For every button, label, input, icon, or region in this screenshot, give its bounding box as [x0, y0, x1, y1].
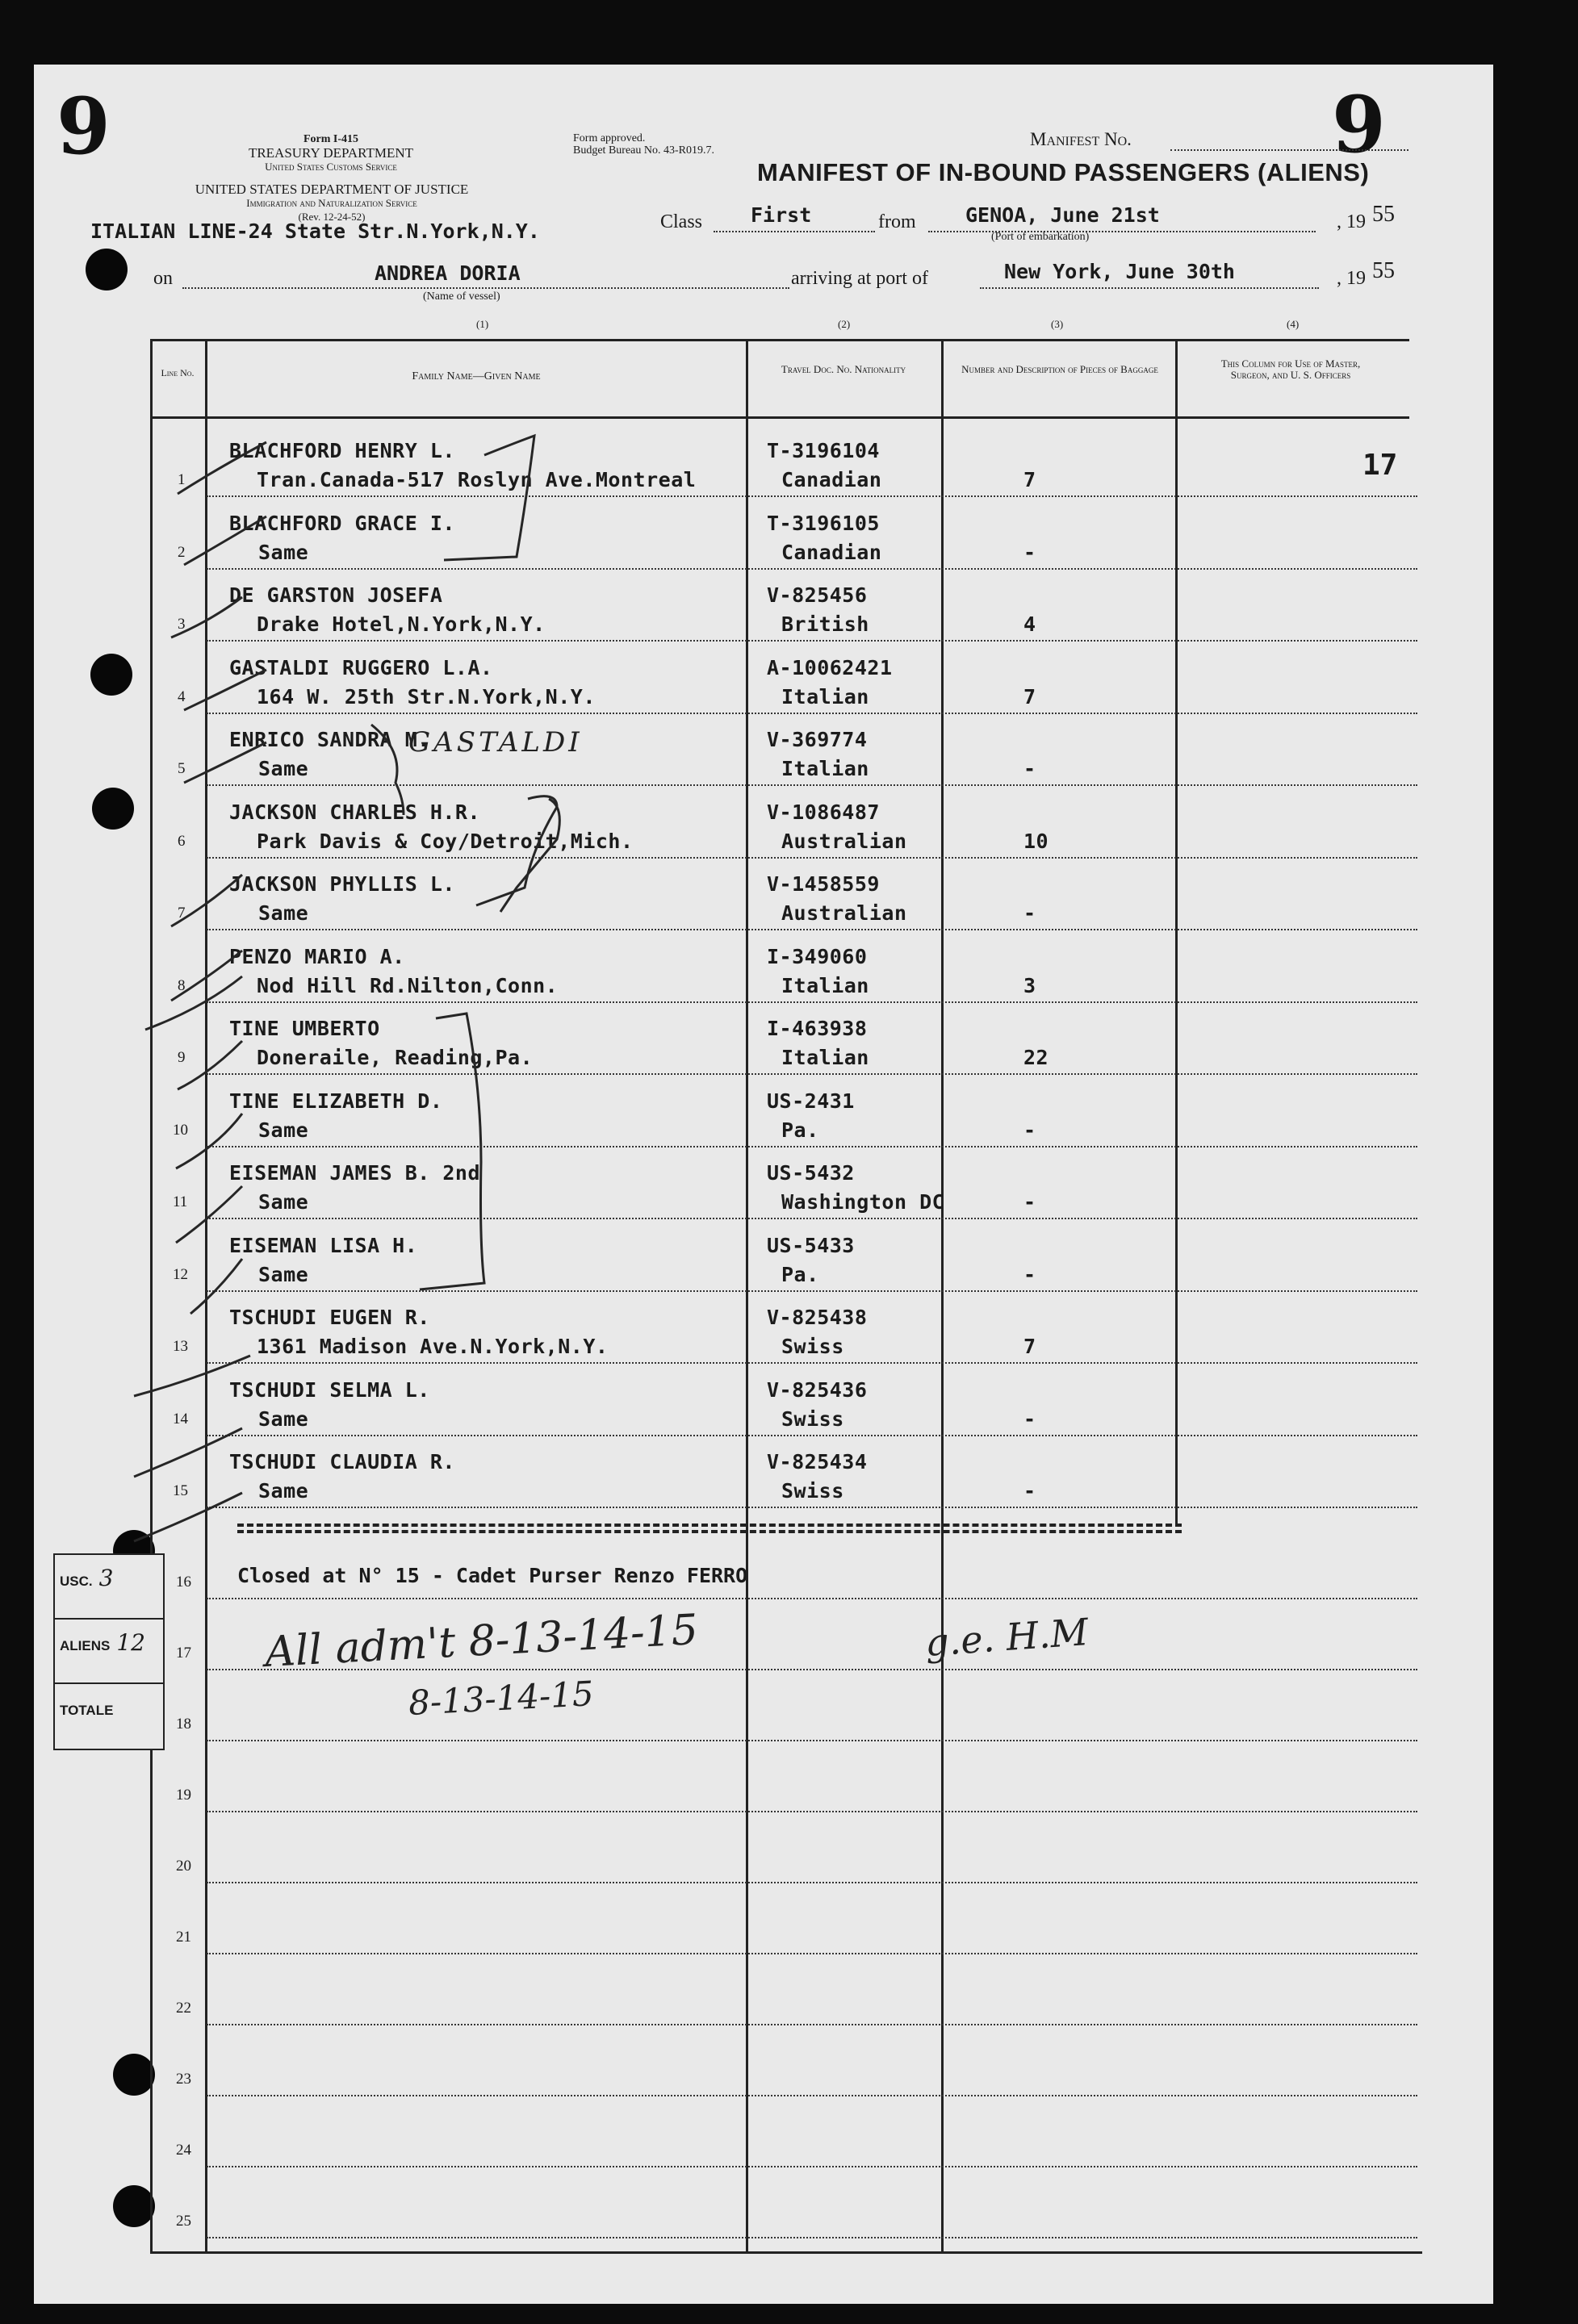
nationality: Australian [781, 901, 907, 925]
line-number: 19 [176, 1787, 191, 1804]
passenger-name: TSCHUDI CLAUDIA R. [229, 1450, 455, 1473]
col-number-2: (2) [838, 318, 851, 330]
passenger-name: TSCHUDI EUGEN R. [229, 1306, 430, 1329]
line-number: 24 [176, 2142, 191, 2159]
passenger-address: 1361 Madison Ave.N.York,N.Y. [257, 1335, 609, 1358]
class-value: First [751, 203, 812, 227]
vessel-caption: (Name of vessel) [423, 290, 500, 303]
tally-usc [55, 1555, 163, 1620]
baggage-count: - [1023, 540, 1036, 564]
form-approved: Form approved. [573, 132, 646, 144]
baggage-count: - [1023, 901, 1036, 925]
passenger-name: GASTALDI RUGGERO L.A. [229, 655, 493, 679]
tally-boxes [53, 1553, 165, 1750]
passenger-name: ENRICO SANDRA M. [229, 728, 430, 751]
budget-bureau: Budget Bureau No. 43-R019.7. [573, 144, 714, 157]
on-label: on [153, 268, 173, 289]
line-number: 13 [173, 1338, 188, 1355]
shipping-agent: ITALIAN LINE-24 State Str.N.York,N.Y. [90, 219, 540, 243]
form-number: Form I-415 [303, 133, 359, 145]
arriving-label: arriving at port of [791, 268, 928, 289]
passenger-name: JACKSON CHARLES H.R. [229, 800, 481, 824]
from-label: from [878, 211, 916, 232]
line-number: 2 [178, 543, 186, 561]
revision-date: (Rev. 12-24-52) [298, 211, 366, 223]
vessel-name: ANDREA DORIA [375, 261, 521, 285]
passenger-address: Tran.Canada-517 Roslyn Ave.Montreal [257, 468, 697, 491]
line-number: 15 [173, 1482, 188, 1499]
baggage-count: 3 [1023, 973, 1036, 997]
tally-usc-value: 3 [98, 1565, 114, 1591]
travel-doc-number: US-5433 [767, 1233, 855, 1257]
line-number: 23 [176, 2071, 191, 2088]
header-baggage: Number and Description of Pieces of Baggage [961, 363, 1158, 375]
line-number: 6 [178, 832, 186, 850]
tally-aliens-label: ALIENS [60, 1638, 111, 1653]
baggage-count: 10 [1023, 829, 1049, 853]
travel-doc-number: T-3196105 [767, 511, 880, 535]
nationality: Swiss [781, 1479, 844, 1503]
tally-total-label: TOTALE [60, 1703, 114, 1718]
year-prefix: 19 [1346, 268, 1366, 289]
passenger-name: BLACHFORD GRACE I. [229, 511, 455, 535]
travel-doc-number: V-369774 [767, 728, 868, 751]
embarkation-port: GENOA, June 21st [965, 203, 1160, 227]
baggage-count: - [1023, 1118, 1036, 1142]
passenger-address: Park Davis & Coy/Detroit,Mich. [257, 829, 634, 853]
year-embarkation: 55 [1372, 202, 1395, 227]
line-number: 7 [178, 905, 186, 922]
passenger-name: EISEMAN JAMES B. 2nd [229, 1161, 481, 1185]
class-label: Class [660, 211, 703, 232]
nationality: Swiss [781, 1335, 844, 1358]
line-number: 14 [173, 1410, 188, 1427]
baggage-count: - [1023, 1407, 1036, 1431]
nationality: Australian [781, 829, 907, 853]
line-number: 25 [176, 2213, 191, 2230]
nationality: Swiss [781, 1407, 844, 1431]
closed-note: Closed at N° 15 - Cadet Purser Renzo FERRO [237, 1564, 748, 1587]
travel-doc-number: I-463938 [767, 1017, 868, 1040]
passenger-name: BLACHFORD HENRY L. [229, 439, 455, 462]
nationality: Italian [781, 757, 869, 780]
passenger-address: Same [258, 1190, 309, 1214]
passenger-address: Same [258, 540, 309, 564]
passenger-name: TSCHUDI SELMA L. [229, 1377, 430, 1402]
baggage-count: 22 [1023, 1046, 1049, 1069]
passenger-address: Same [258, 1118, 309, 1142]
travel-doc-number: T-3196104 [767, 439, 880, 462]
customs-service: United States Customs Service [265, 161, 397, 173]
passenger-name: DE GARSTON JOSEFA [229, 583, 443, 607]
col-number-4: (4) [1287, 318, 1300, 330]
year-prefix: 19 [1346, 211, 1366, 232]
passenger-address: Same [258, 901, 309, 925]
port-embarkation-caption: (Port of embarkation) [991, 231, 1090, 243]
passenger-address: Nod Hill Rd.Nilton,Conn. [257, 973, 559, 997]
passenger-address: 164 W. 25th Str.N.York,N.Y. [257, 684, 596, 708]
baggage-count: - [1023, 1190, 1036, 1214]
nationality: Pa. [781, 1118, 819, 1142]
baggage-count: 7 [1023, 684, 1036, 708]
manifest-no-label: Manifest No. [1030, 129, 1132, 149]
travel-doc-number: I-349060 [767, 944, 868, 968]
ins-service: Immigration and Naturalization Service [246, 197, 417, 209]
nationality: Pa. [781, 1262, 819, 1286]
line-number: 9 [178, 1049, 186, 1066]
line-number: 12 [173, 1265, 188, 1283]
line-number: 17 [176, 1645, 191, 1661]
baggage-count: - [1023, 1479, 1036, 1503]
passenger-address: Same [258, 757, 309, 780]
line-number: 21 [176, 1929, 191, 1946]
tally-usc-label: USC. [60, 1574, 93, 1589]
line-number: 18 [176, 1716, 191, 1733]
line-number: 20 [176, 1858, 191, 1875]
col-number-1: (1) [476, 318, 489, 330]
nationality: Italian [781, 684, 869, 708]
travel-doc-number: V-825456 [767, 583, 868, 607]
baggage-count: 4 [1023, 612, 1036, 636]
travel-doc-number: V-1458559 [767, 872, 880, 896]
passenger-name: TINE ELIZABETH D. [229, 1089, 443, 1113]
col-number-3: (3) [1051, 318, 1064, 330]
nationality: Italian [781, 1046, 869, 1069]
header-travel-doc: Travel Doc. No. Nationality [781, 363, 906, 375]
line-number: 1 [178, 471, 186, 488]
nationality: Italian [781, 973, 869, 997]
travel-doc-number: US-2431 [767, 1089, 855, 1113]
department-of-justice: UNITED STATES DEPARTMENT OF JUSTICE [195, 182, 469, 197]
nationality: Canadian [781, 468, 882, 491]
travel-doc-number: V-825434 [767, 1450, 868, 1473]
baggage-count: 7 [1023, 468, 1036, 491]
passenger-address: Doneraile, Reading,Pa. [257, 1046, 534, 1069]
baggage-count: 7 [1023, 1335, 1036, 1358]
tally-aliens-value: 12 [116, 1629, 145, 1656]
passenger-address: Drake Hotel,N.York,N.Y. [257, 612, 546, 636]
handwritten-initials: g.e. H.M [923, 1610, 1090, 1665]
handwritten-gastaldi: GASTALDI [408, 726, 583, 759]
line-number: 10 [173, 1121, 188, 1139]
travel-doc-number: V-825436 [767, 1377, 868, 1402]
line-number: 11 [173, 1193, 188, 1210]
manifest-title: MANIFEST OF IN-BOUND PASSENGERS (ALIENS) [757, 158, 1370, 186]
officer-count: 17 [1362, 449, 1398, 482]
nationality: British [781, 612, 869, 636]
handwritten-admission: All adm't 8-13-14-15 [263, 1605, 700, 1678]
header-officers-column: This Column for Use of Master, Surgeon, and U. S. Officers [1220, 357, 1361, 381]
baggage-count: - [1023, 757, 1036, 780]
line-number: 8 [178, 976, 186, 994]
nationality: Canadian [781, 540, 882, 564]
arrival-port: New York, June 30th [1004, 260, 1235, 283]
line-number: 16 [176, 1574, 191, 1590]
passenger-name: JACKSON PHYLLIS L. [229, 872, 455, 896]
passenger-address: Same [258, 1407, 309, 1431]
header-family-name: Family Name—Given Name [412, 370, 541, 382]
tally-total [55, 1684, 163, 1749]
page-mark-right: 9 [1332, 79, 1386, 170]
treasury-department: TREASURY DEPARTMENT [248, 145, 414, 161]
passenger-name: TINE UMBERTO [229, 1017, 380, 1040]
passenger-address: Same [258, 1262, 309, 1286]
line-number: 4 [178, 688, 186, 705]
travel-doc-number: V-825438 [767, 1306, 868, 1329]
line-number: 3 [178, 616, 186, 633]
line-number: 5 [178, 760, 186, 777]
page-mark-left: 9 [57, 81, 111, 172]
passenger-name: EISEMAN LISA H. [229, 1233, 418, 1257]
travel-doc-number: V-1086487 [767, 800, 880, 824]
header-line-no: Line No. [161, 367, 195, 378]
nationality: Washington DC [781, 1190, 945, 1214]
tally-aliens [55, 1620, 163, 1684]
travel-doc-number: A-10062421 [767, 655, 893, 679]
baggage-count: - [1023, 1262, 1036, 1286]
travel-doc-number: US-5432 [767, 1161, 855, 1185]
handwritten-admission-2: 8-13-14-15 [407, 1674, 595, 1723]
line-number: 22 [176, 2000, 191, 2017]
passenger-name: PENZO MARIO A. [229, 944, 405, 968]
passenger-address: Same [258, 1479, 309, 1503]
year-arrival: 55 [1372, 258, 1395, 283]
